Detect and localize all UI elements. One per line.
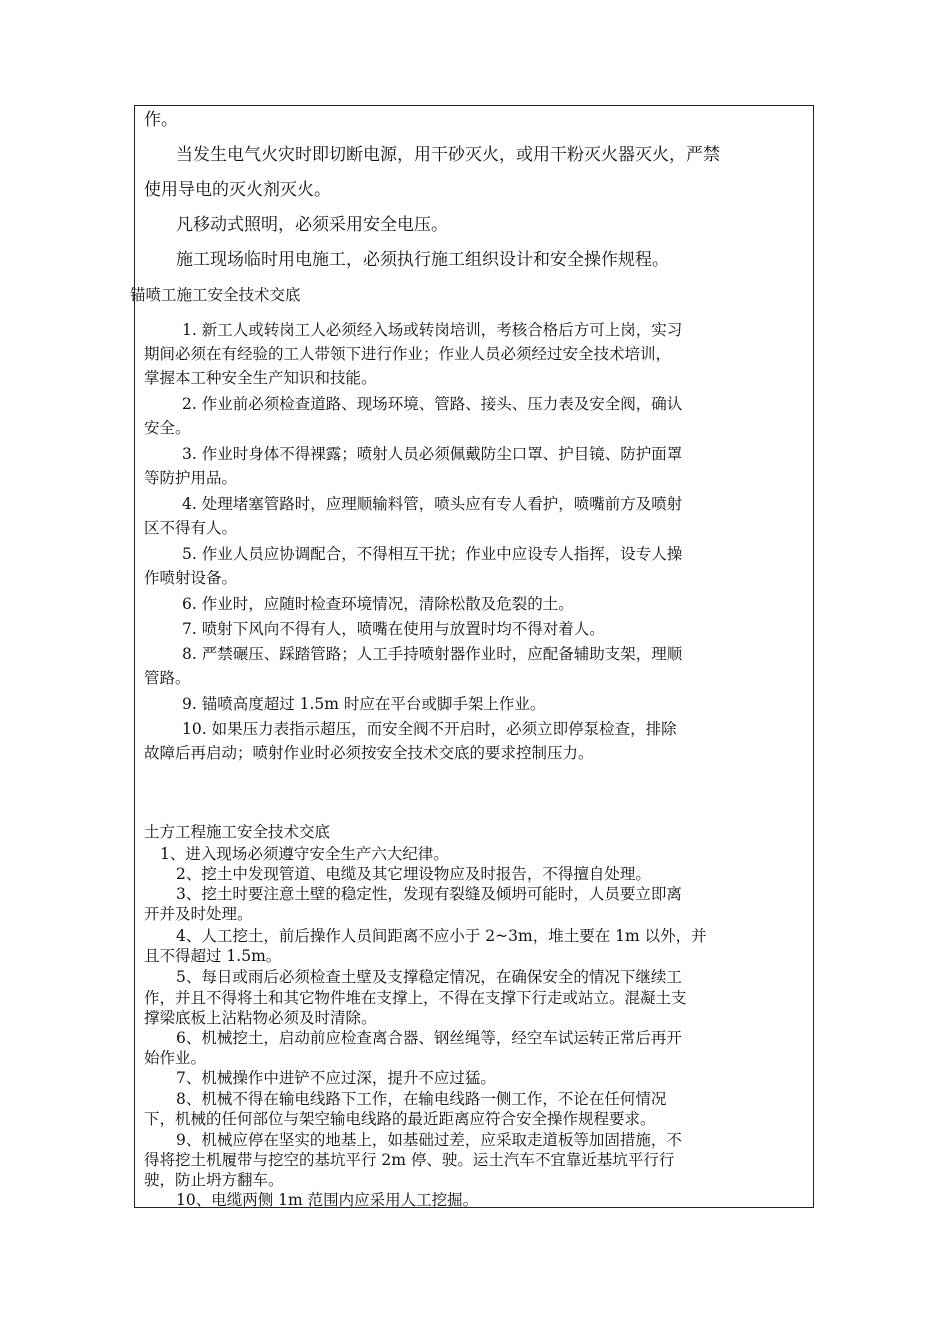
section-title-earthwork: 土方工程施工安全技术交底 [144,823,331,841]
text-line: 8. 严禁碾压、踩踏管路；人工手持喷射器作业时，应配备辅助支架，理顺 [182,645,683,663]
text-line: 得将挖土机履带与挖空的基坑平行 2m 停、驶。运土汽车不宜靠近基坑平行行 [144,1151,675,1169]
text-line: 2、挖土中发现管道、电缆及其它埋设物应及时报告，不得擅自处理。 [176,865,651,883]
text-line: 2. 作业前必须检查道路、现场环境、管路、接头、压力表及安全阀，确认 [182,395,683,413]
text-line: 3. 作业时身体不得裸露；喷射人员必须佩戴防尘口罩、护目镜、防护面罩 [182,445,683,463]
text-line: 开并及时处理。 [144,905,253,923]
text-line: 6、机械挖土，启动前应检查离合器、钢丝绳等，经空车试运转正常后再开 [176,1029,682,1047]
text-line: 10. 如果压力表指示超压，而安全阀不开启时，必须立即停泵检查，排除 [182,720,677,738]
text-line: 9、机械应停在坚实的地基上，如基础过差，应采取走道板等加固措施，不 [176,1131,682,1149]
text-line: 当发生电气火灾时即切断电源，用干砂灭火，或用干粉灭火器灭火，严禁 [176,145,720,165]
text-line: 区不得有人。 [144,519,238,537]
text-line: 1. 新工人或转岗工人必须经入场或转岗培训，考核合格后方可上岗，实习 [182,321,683,339]
text-line: 7、机械操作中进铲不应过深，提升不应过猛。 [176,1069,496,1087]
text-line: 管路。 [144,669,191,687]
text-line: 使用导电的灭火剂灭火。 [144,180,331,200]
text-line: 期间必须在有经验的工人带领下进行作业；作业人员必须经过安全技术培训， [144,345,672,363]
text-line: 7. 喷射下风向不得有人，喷嘴在使用与放置时均不得对着人。 [182,620,605,638]
text-line: 掌握本工种安全生产知识和技能。 [144,369,377,387]
text-line: 驶，防止坍方翻车。 [144,1171,284,1189]
text-line: 作喷射设备。 [144,569,238,587]
section-title-anchor: 锚喷工施工安全技术交底 [130,286,301,304]
text-line: 9. 锚喷高度超过 1.5m 时应在平台或脚手架上作业。 [182,695,546,713]
text-line: 5. 作业人员应协调配合，不得相互干扰；作业中应设专人指挥，设专人操 [182,545,683,563]
text-line: 5、每日或雨后必须检查土壁及支撑稳定情况，在确保安全的情况下继续工 [176,968,682,986]
text-line: 安全。 [144,419,191,437]
text-line: 作，并且不得将土和其它物件堆在支撑上，不得在支撑下行走或站立。混凝土支 [144,989,687,1007]
text-line: 撑梁底板上沾粘物必须及时清除。 [144,1009,377,1027]
text-line: 4. 处理堵塞管路时，应理顺输料管，喷头应有专人看护，喷嘴前方及喷射 [182,495,683,513]
text-line: 4、人工挖土，前后操作人员间距离不应小于 2~3m，堆土要在 1m 以外，并 [176,927,707,945]
text-line: 1、进入现场必须遵守安全生产六大纪律。 [160,845,449,863]
text-line: 作。 [144,110,178,130]
text-line: 10、电缆两侧 1m 范围内应采用人工挖掘。 [176,1191,479,1209]
text-line: 等防护用品。 [144,469,238,487]
text-line: 3、挖土时要注意土壁的稳定性，发现有裂缝及倾坍可能时，人员要立即离 [176,885,682,903]
text-line: 施工现场临时用电施工，必须执行施工组织设计和安全操作规程。 [176,250,669,270]
text-line: 且不得超过 1.5m。 [144,947,282,965]
text-line: 始作业。 [144,1049,207,1067]
text-line: 凡移动式照明，必须采用安全电压。 [176,215,448,235]
text-line: 故障后再启动；喷射作业时必须按安全技术交底的要求控制压力。 [144,744,594,762]
text-line: 8、机械不得在输电线路下工作，在输电线路一侧工作，不论在任何情况 [176,1090,667,1108]
text-line: 下，机械的任何部位与架空输电线路的最近距离应符合安全操作规程要求。 [144,1110,656,1128]
text-line: 6. 作业时，应随时检查环境情况，清除松散及危裂的土。 [182,595,574,613]
